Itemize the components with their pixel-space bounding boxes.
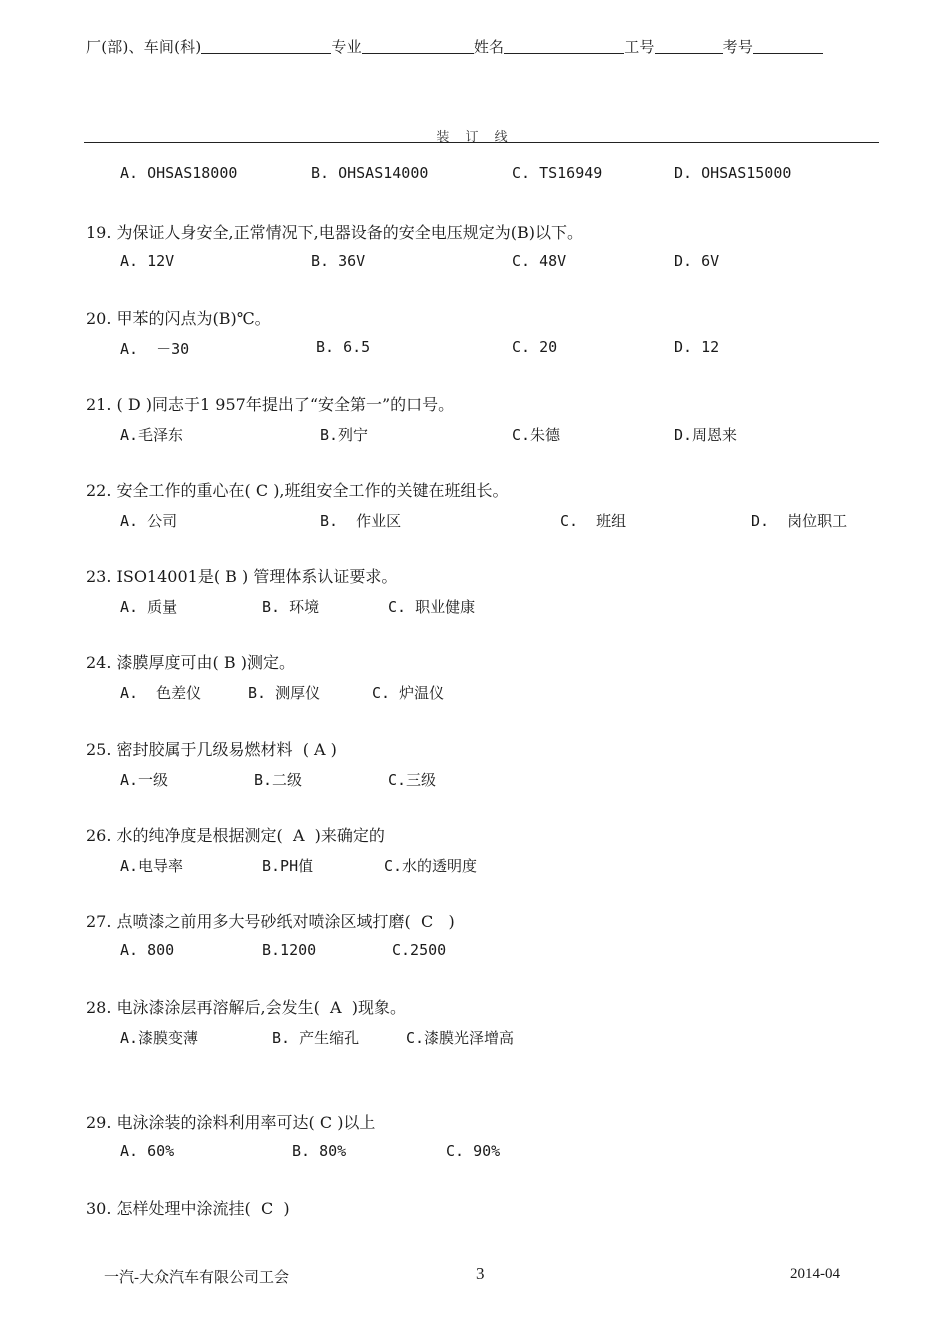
question-options bbox=[86, 248, 886, 278]
option: B. 80% bbox=[292, 1142, 347, 1160]
option: C. 20 bbox=[512, 338, 558, 356]
option: C.水的透明度 bbox=[384, 857, 478, 875]
option: A. 色差仪 bbox=[120, 684, 202, 702]
option: A.毛泽东 bbox=[120, 426, 184, 444]
question-26 bbox=[86, 821, 886, 881]
question-options bbox=[86, 506, 886, 536]
option: B. OHSAS14000 bbox=[311, 164, 429, 182]
option: D. 6V bbox=[674, 252, 720, 270]
question-stem: 30. 怎样处理中涂流挂( C ) bbox=[86, 1199, 290, 1218]
question-stem: 22. 安全工作的重心在( C ),班组安全工作的关键在班组长。 bbox=[86, 481, 509, 500]
option: A. 公司 bbox=[120, 512, 178, 530]
question-stem: 23. ISO14001是( B ) 管理体系认证要求。 bbox=[86, 567, 398, 586]
option: B. 测厚仪 bbox=[248, 684, 321, 702]
option: A.一级 bbox=[120, 771, 169, 789]
question-options bbox=[86, 851, 886, 881]
name-blank[interactable] bbox=[504, 39, 624, 54]
question-options bbox=[86, 1138, 886, 1168]
question-options bbox=[86, 420, 886, 450]
exam-no-blank[interactable] bbox=[753, 39, 823, 54]
question-stem: 28. 电泳漆涂层再溶解后,会发生( A )现象。 bbox=[86, 998, 407, 1017]
question-stem: 26. 水的纯净度是根据测定( A )来确定的 bbox=[86, 826, 385, 845]
option: C. 48V bbox=[512, 252, 567, 270]
footer-page-number: 3 bbox=[476, 1264, 485, 1283]
question-options bbox=[86, 937, 886, 967]
question-24 bbox=[86, 648, 886, 708]
option: B.列宁 bbox=[320, 426, 369, 444]
question-stem: 25. 密封胶属于几级易燃材料 ( A ) bbox=[86, 740, 337, 759]
prev-question-options bbox=[86, 160, 886, 190]
option: C.漆膜光泽增高 bbox=[406, 1029, 515, 1047]
option: C. 职业健康 bbox=[388, 598, 476, 616]
option: A. OHSAS18000 bbox=[120, 164, 238, 182]
option: C. 炉温仪 bbox=[372, 684, 445, 702]
option: D. OHSAS15000 bbox=[674, 164, 792, 182]
question-stem: 24. 漆膜厚度可由( B )测定。 bbox=[86, 653, 295, 672]
option: C. 90% bbox=[446, 1142, 501, 1160]
question-19 bbox=[86, 218, 886, 278]
option: A. 800 bbox=[120, 941, 175, 959]
header-fields bbox=[86, 36, 886, 57]
question-stem: 29. 电泳涂装的涂料利用率可达( C )以上 bbox=[86, 1113, 376, 1132]
major-label: 专业 bbox=[331, 38, 362, 56]
option: B. 6.5 bbox=[316, 338, 371, 356]
option: C.朱德 bbox=[512, 426, 561, 444]
option: B. 产生缩孔 bbox=[272, 1029, 360, 1047]
option: D.周恩来 bbox=[674, 426, 738, 444]
question-25 bbox=[86, 735, 886, 795]
question-options bbox=[86, 334, 886, 364]
question-stem: 27. 点喷漆之前用多大号砂纸对喷涂区域打磨( C ) bbox=[86, 912, 455, 931]
option: B.1200 bbox=[262, 941, 317, 959]
question-options bbox=[86, 592, 886, 622]
id-label: 工号 bbox=[624, 38, 655, 56]
option: C. TS16949 bbox=[512, 164, 603, 182]
question-options bbox=[86, 1023, 886, 1053]
footer-date: 2014-04 bbox=[790, 1266, 840, 1282]
option: A.漆膜变薄 bbox=[120, 1029, 199, 1047]
question-22 bbox=[86, 476, 886, 536]
question-27 bbox=[86, 907, 886, 967]
option: C. 班组 bbox=[560, 512, 627, 530]
factory-label: 厂(部)、车间(科) bbox=[86, 38, 202, 56]
option: A. 质量 bbox=[120, 598, 178, 616]
option: C.三级 bbox=[388, 771, 437, 789]
option: B. 36V bbox=[311, 252, 366, 270]
option: B.PH值 bbox=[262, 857, 314, 875]
question-20 bbox=[86, 304, 886, 364]
major-blank[interactable] bbox=[362, 39, 474, 54]
question-list bbox=[86, 160, 886, 190]
footer-company: 一汽-大众汽车有限公司工会 bbox=[104, 1270, 289, 1286]
binding-line bbox=[84, 142, 879, 143]
question-28 bbox=[86, 993, 886, 1053]
option: A.电导率 bbox=[120, 857, 184, 875]
name-label: 姓名 bbox=[473, 38, 505, 56]
option: B.二级 bbox=[254, 771, 303, 789]
option: C.2500 bbox=[392, 941, 447, 959]
question-options bbox=[86, 678, 886, 708]
option: A. 60% bbox=[120, 1142, 175, 1160]
option: D. 12 bbox=[674, 338, 720, 356]
question-30 bbox=[86, 1194, 886, 1224]
question-21 bbox=[86, 390, 886, 450]
option: B. 环境 bbox=[262, 598, 320, 616]
id-blank[interactable] bbox=[655, 39, 723, 54]
question-stem: 21. ( D )同志于1 957年提出了“安全第一”的口号。 bbox=[86, 395, 455, 414]
exam-no-label: 考号 bbox=[722, 38, 754, 56]
question-stem: 19. 为保证人身安全,正常情况下,电器设备的安全电压规定为(B)以下。 bbox=[86, 223, 583, 242]
factory-blank[interactable] bbox=[201, 39, 331, 54]
question-29 bbox=[86, 1108, 886, 1168]
question-23 bbox=[86, 562, 886, 622]
question-options bbox=[86, 765, 886, 795]
option: D. 岗位职工 bbox=[751, 512, 848, 530]
option: A. 12V bbox=[120, 252, 175, 270]
option: A. －30 bbox=[120, 340, 190, 358]
question-stem: 20. 甲苯的闪点为(B)℃。 bbox=[86, 309, 271, 328]
binding-line-label: 装 订 线 bbox=[436, 130, 514, 145]
option: B. 作业区 bbox=[320, 512, 402, 530]
